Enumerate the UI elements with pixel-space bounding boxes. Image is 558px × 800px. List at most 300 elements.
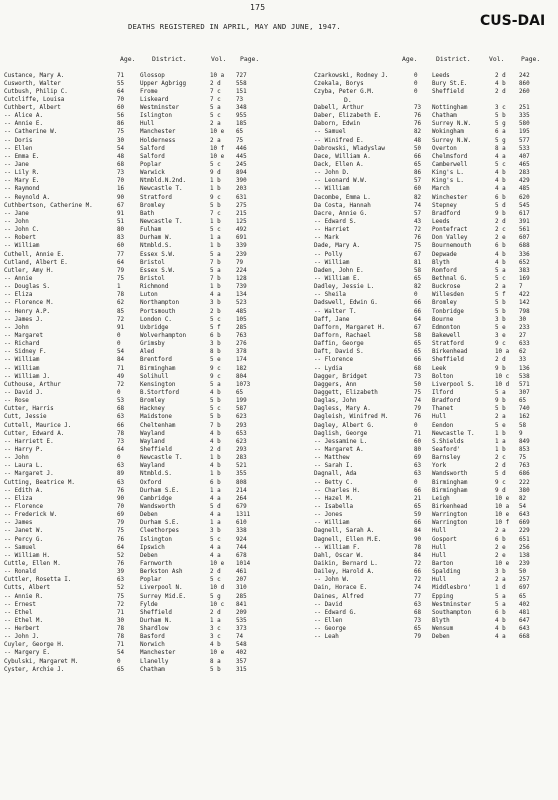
- entry-name: Cuttler, Rosetta I.: [4, 577, 72, 584]
- entry-district: Surrey N.W.: [432, 137, 472, 144]
- entry-name: -- Laura L.: [4, 463, 44, 470]
- entry-name: -- Raymond: [4, 186, 40, 193]
- entry-age: 78: [117, 634, 125, 641]
- entry-age: 80: [117, 227, 125, 234]
- entry-page: 617: [519, 210, 530, 217]
- entry-age: 67: [414, 324, 422, 331]
- entry-name: -- Isabella: [314, 503, 354, 510]
- entry-district: Hull: [432, 544, 447, 551]
- register-entry: [0, 584, 270, 592]
- entry-age: 76: [414, 235, 422, 242]
- entry-age: 76: [414, 113, 422, 120]
- register-entry: [0, 80, 270, 88]
- entry-district: Brentford: [140, 357, 172, 364]
- entry-age: 63: [414, 601, 422, 608]
- entry-volume: 1 b: [210, 455, 221, 462]
- entry-page: 335: [519, 113, 530, 120]
- entry-age: 0: [117, 341, 121, 348]
- entry-page: 136: [519, 365, 530, 372]
- entry-name: -- Janet W.: [4, 528, 44, 535]
- entry-age: 79: [414, 406, 422, 413]
- entry-page: 841: [236, 601, 247, 608]
- entry-age: 91: [117, 324, 125, 331]
- entry-district: Luton: [140, 292, 158, 299]
- entry-volume: 5 b: [495, 300, 506, 307]
- entry-district: Chatham: [432, 113, 457, 120]
- entry-page: 571: [519, 381, 530, 388]
- entry-volume: 4 b: [495, 178, 506, 185]
- entry-volume: 1 a: [495, 438, 506, 445]
- letter-section-heading: [314, 96, 558, 104]
- entry-age: 50: [414, 381, 422, 388]
- entry-page: 492: [236, 227, 247, 234]
- entry-district: Romford: [432, 267, 457, 274]
- left-district-header: District.: [152, 55, 187, 63]
- entry-district: Wayland: [140, 430, 165, 437]
- entry-volume: 2 d: [495, 88, 506, 95]
- register-entry: [0, 666, 270, 674]
- entry-name: -- David J.: [4, 389, 44, 396]
- entry-page: 174: [236, 357, 247, 364]
- entry-age: 54: [117, 650, 125, 657]
- register-entry: [0, 283, 270, 291]
- entry-volume: 3 b: [210, 528, 221, 535]
- entry-page: 545: [519, 202, 530, 209]
- entry-volume: 4 a: [210, 495, 221, 502]
- entry-volume: 9 b: [495, 365, 506, 372]
- entry-district: Gosport: [432, 536, 457, 543]
- entry-age: 39: [117, 569, 125, 576]
- entry-volume: 10 e: [495, 560, 510, 567]
- entry-volume: 2 d: [495, 357, 506, 364]
- register-entry: [314, 137, 558, 145]
- entry-age: 63: [117, 414, 125, 421]
- entry-page: 276: [236, 341, 247, 348]
- entry-name: -- John: [4, 219, 29, 226]
- entry-volume: 5 e: [495, 422, 506, 429]
- entry-name: Dagley, Albert G.: [314, 422, 375, 429]
- entry-name: Cutter, Edward A.: [4, 430, 65, 437]
- register-entry: [0, 454, 270, 462]
- entry-district: Buckrose: [432, 284, 461, 291]
- entry-age: 60: [414, 438, 422, 445]
- entry-name: Cuttle, Ellen M.: [4, 560, 61, 567]
- register-entry: [314, 161, 558, 169]
- entry-age: 75: [117, 129, 125, 136]
- entry-page: 894: [236, 170, 247, 177]
- entry-district: Sheffield: [432, 357, 464, 364]
- entry-name: Cutts, Albert: [4, 585, 51, 592]
- entry-age: 59: [414, 512, 422, 519]
- right-district-header: District.: [436, 55, 471, 63]
- entry-district: Wandsworth: [432, 471, 468, 478]
- entry-page: 849: [519, 438, 530, 445]
- entry-district: Aled: [140, 349, 155, 356]
- entry-page: 27: [519, 333, 527, 339]
- register-entry: [0, 242, 270, 250]
- register-entry: [314, 389, 558, 397]
- entry-volume: 2 d: [210, 446, 221, 453]
- entry-district: Bromley: [140, 398, 165, 405]
- entry-volume: 5 a: [210, 251, 221, 258]
- entry-district: Durham S.E.: [140, 520, 180, 527]
- entry-name: Dagger, Bridget: [314, 373, 368, 380]
- entry-district: Overton: [432, 145, 457, 152]
- register-entry: [314, 633, 558, 641]
- entry-page: 33: [519, 357, 527, 364]
- entry-name: -- Jane: [4, 162, 29, 169]
- entry-age: 75: [117, 593, 125, 600]
- entry-age: 70: [117, 96, 125, 103]
- entry-name: -- Edith A.: [4, 487, 44, 494]
- entry-age: 65: [414, 349, 422, 356]
- entry-name: Dacombe, Emma L.: [314, 194, 371, 201]
- entry-name: -- Ronald: [4, 569, 36, 576]
- entry-page: 348: [236, 105, 247, 112]
- entry-name: Daggers, Ann: [314, 381, 357, 388]
- entry-page: 485: [236, 308, 247, 315]
- register-entry: [0, 185, 270, 193]
- entry-page: 668: [519, 634, 530, 641]
- entry-district: Hull: [432, 577, 447, 584]
- entry-age: 74: [414, 398, 422, 405]
- entry-volume: 10 c: [495, 373, 510, 380]
- entry-volume: 10 e: [495, 495, 510, 502]
- entry-district: Northampton: [140, 300, 180, 307]
- entry-page: 215: [236, 210, 247, 217]
- register-entry: [0, 308, 270, 316]
- entry-name: -- William: [314, 186, 350, 193]
- entry-district: Islington: [140, 113, 172, 120]
- entry-district: Depwade: [432, 251, 457, 258]
- entry-name: Daden, John E.: [314, 267, 364, 274]
- register-entry: [0, 413, 270, 421]
- entry-name: -- William: [314, 259, 350, 266]
- entry-age: 77: [117, 251, 125, 258]
- entry-age: 74: [414, 585, 422, 592]
- entry-name: -- John C.: [4, 227, 40, 234]
- entry-name: -- Florence: [314, 357, 354, 364]
- entry-page: 763: [519, 463, 530, 470]
- entry-page: 378: [236, 349, 247, 356]
- entry-district: London C.: [140, 316, 172, 323]
- entry-district: Pontefract: [432, 227, 468, 234]
- entry-district: Chatham: [140, 666, 165, 673]
- entry-volume: 1 b: [210, 219, 221, 226]
- entry-name: -- Henry A.P.: [4, 308, 51, 315]
- register-entry: [0, 658, 270, 666]
- register-entry: [0, 397, 270, 405]
- entry-volume: 5 a: [495, 267, 506, 274]
- entry-volume: 5 a: [495, 601, 506, 608]
- entry-district: Stepney: [432, 202, 457, 209]
- entry-district: Newcastle T.: [140, 186, 183, 193]
- entry-district: Eendon: [432, 422, 454, 429]
- entry-volume: 2 d: [210, 609, 221, 616]
- entry-age: 84: [117, 357, 125, 364]
- entry-name: -- Leonard W.W.: [314, 178, 368, 185]
- register-entry: [0, 373, 270, 381]
- entry-name: Daffin, George: [314, 341, 364, 348]
- entry-district: Bromley: [140, 202, 165, 209]
- entry-age: 81: [414, 259, 422, 266]
- entry-district: Leeds: [432, 72, 450, 79]
- register-entry: [314, 479, 558, 487]
- entry-volume: 10 c: [210, 601, 225, 608]
- register-entry: [0, 88, 270, 96]
- entry-age: 64: [117, 88, 125, 95]
- entry-page: 65: [236, 129, 244, 136]
- entry-age: 68: [414, 609, 422, 616]
- entry-name: Daft, David S.: [314, 349, 364, 356]
- entry-volume: 1 b: [210, 284, 221, 291]
- entry-district: Thanet: [432, 406, 454, 413]
- register-entry: [314, 365, 558, 373]
- entry-page: 245: [236, 162, 247, 169]
- register-entry: [0, 153, 270, 161]
- entry-page: 315: [236, 666, 247, 673]
- entry-district: Wandsworth: [140, 503, 176, 510]
- entry-name: -- Lydia: [314, 365, 343, 372]
- entry-age: 82: [414, 284, 422, 291]
- entry-district: Blyth: [432, 259, 450, 266]
- entry-page: 485: [519, 186, 530, 193]
- entry-district: Westminster: [432, 601, 472, 608]
- entry-age: 0: [117, 455, 121, 462]
- entry-district: Camberwell: [432, 162, 468, 169]
- entry-page: 62: [519, 349, 527, 356]
- entry-name: Cutland, Albert E.: [4, 259, 68, 266]
- entry-volume: 7 c: [210, 88, 221, 95]
- entry-page: 73: [236, 96, 244, 103]
- page-number: 175: [250, 3, 266, 12]
- register-entry: [0, 316, 270, 324]
- entry-age: 78: [117, 626, 125, 633]
- entry-name: Dabrowski, Wladyslaw: [314, 145, 385, 152]
- left-page-header: Page.: [240, 55, 260, 63]
- entry-page: 679: [236, 503, 247, 510]
- register-entry: [0, 511, 270, 519]
- entry-district: Bath: [140, 210, 155, 217]
- left-vol-header: Vol.: [211, 55, 227, 63]
- register-entry: [314, 324, 558, 332]
- entry-age: 56: [117, 113, 125, 120]
- entry-volume: 2 a: [210, 137, 221, 144]
- entry-district: Portsmouth: [140, 308, 176, 315]
- entry-age: 78: [117, 430, 125, 437]
- entry-name: -- Hazel M.: [314, 495, 354, 502]
- entry-volume: 5 c: [495, 162, 506, 169]
- entry-page: 293: [236, 446, 247, 453]
- entry-name: Daglish, George: [314, 430, 368, 437]
- entry-volume: 4 b: [210, 389, 221, 396]
- entry-page: 620: [519, 194, 530, 201]
- entry-name: Cutbush, Philip C.: [4, 88, 68, 95]
- entry-name: -- Annie: [4, 276, 33, 283]
- entry-page: 242: [519, 72, 530, 79]
- entry-age: 1: [117, 284, 121, 291]
- register-entry: [0, 340, 270, 348]
- entry-district: Willesden: [432, 292, 464, 299]
- entry-name: -- William J.: [4, 373, 51, 380]
- entry-age: 30: [117, 617, 125, 624]
- entry-name: Daines, Alfred: [314, 593, 364, 600]
- entry-age: 73: [117, 170, 125, 177]
- entry-district: Bradford: [432, 210, 461, 217]
- register-entry: [314, 145, 558, 153]
- register-entry: [0, 576, 270, 584]
- entry-volume: 5 c: [210, 577, 221, 584]
- entry-age: 66: [414, 153, 422, 160]
- entry-district: Hull: [432, 528, 447, 535]
- register-entry: [314, 210, 558, 218]
- entry-age: 63: [414, 463, 422, 470]
- entry-district: Don Valley: [432, 235, 468, 242]
- register-entry: [0, 422, 270, 430]
- register-entry: [314, 275, 558, 283]
- entry-name: -- Jessamine L.: [314, 438, 368, 445]
- entry-name: Dagnall, Ada: [314, 471, 357, 478]
- entry-name: -- Catherine W.: [4, 129, 58, 136]
- entry-volume: 9 c: [495, 341, 506, 348]
- entry-district: Warwick: [140, 170, 165, 177]
- left-age-header: Age.: [120, 55, 136, 63]
- entry-page: 275: [236, 202, 247, 209]
- entry-age: 78: [117, 292, 125, 299]
- entry-name: Czyba, Peter G.M.: [314, 88, 375, 95]
- entry-age: 66: [414, 487, 422, 494]
- entry-page: 445: [236, 153, 247, 160]
- entry-district: Sheffield: [432, 88, 464, 95]
- entry-name: Cutting, Beatrice M.: [4, 479, 75, 486]
- entry-name: -- Mark: [314, 235, 339, 242]
- register-entry: [314, 373, 558, 381]
- entry-volume: 9 c: [495, 479, 506, 486]
- entry-district: Southampton: [432, 609, 472, 616]
- entry-volume: 5 c: [495, 276, 506, 283]
- entry-district: Blyth: [432, 617, 450, 624]
- entry-volume: 2 a: [495, 577, 506, 584]
- entry-name: -- William: [4, 365, 40, 372]
- register-entry: [314, 430, 558, 438]
- entry-name: -- Harry P.: [4, 446, 44, 453]
- entry-name: Dafforn, Rachael: [314, 333, 371, 339]
- entry-age: 65: [414, 503, 422, 510]
- entry-district: Islington: [140, 536, 172, 543]
- entry-age: 63: [117, 577, 125, 584]
- entry-volume: 10 e: [210, 129, 225, 136]
- entry-name: Dagnell, Sarah A.: [314, 528, 375, 535]
- entry-page: 214: [236, 487, 247, 494]
- entry-page: 652: [519, 259, 530, 266]
- entry-district: Uxbridge: [140, 324, 169, 331]
- entry-volume: 6 b: [495, 536, 506, 543]
- entry-page: 383: [519, 267, 530, 274]
- entry-age: 66: [414, 300, 422, 307]
- register-entry: [314, 259, 558, 267]
- register-entry: [314, 283, 558, 291]
- entry-page: 1073: [236, 381, 251, 388]
- entry-district: Glossop: [140, 72, 165, 79]
- entry-district: Berkston Ash: [140, 569, 183, 576]
- entry-page: 651: [519, 536, 530, 543]
- entry-volume: 5 e: [210, 357, 221, 364]
- entry-volume: 10 a: [210, 72, 225, 79]
- register-entry: [0, 72, 270, 80]
- entry-volume: 10 e: [210, 650, 225, 657]
- entry-district: Bristol: [140, 276, 165, 283]
- register-entry: [0, 381, 270, 389]
- entry-age: 65: [414, 626, 422, 633]
- entry-district: Essex S.W.: [140, 251, 176, 258]
- register-entry: [314, 194, 558, 202]
- register-entry: [0, 169, 270, 177]
- entry-volume: 5 a: [210, 267, 221, 274]
- register-entry: [0, 275, 270, 283]
- register-entry: [0, 324, 270, 332]
- entry-page: 610: [236, 520, 247, 527]
- entry-page: 739: [236, 284, 247, 291]
- entry-name: Dahl, Oscar W.: [314, 552, 364, 559]
- register-entry: [0, 210, 270, 218]
- entry-page: 521: [236, 463, 247, 470]
- register-entry: [314, 544, 558, 552]
- register-entry: [0, 365, 270, 373]
- entry-age: 90: [117, 495, 125, 502]
- entry-district: Solihull: [140, 373, 169, 380]
- entry-district: Manchester: [140, 650, 176, 657]
- entry-name: -- Margaret: [4, 333, 44, 339]
- entry-age: 68: [117, 406, 125, 413]
- entry-page: 686: [519, 471, 530, 478]
- entry-volume: 4 b: [210, 642, 221, 649]
- entry-page: 162: [519, 414, 530, 421]
- register-entry: [0, 267, 270, 275]
- entry-volume: 9 c: [210, 373, 221, 380]
- entry-volume: 1 b: [210, 178, 221, 185]
- entry-age: 72: [414, 560, 422, 567]
- entry-district: Warrington: [432, 512, 468, 519]
- entry-name: -- Sheila: [314, 292, 346, 299]
- entry-volume: 7 c: [210, 96, 221, 103]
- entry-district: Liskeard: [140, 96, 169, 103]
- entry-district: Warrington: [432, 520, 468, 527]
- entry-volume: 2 a: [495, 284, 506, 291]
- register-entry: [314, 332, 558, 340]
- entry-name: Daglas, John: [314, 398, 357, 405]
- entry-age: 0: [414, 292, 418, 299]
- entry-name: Daikin, Bernard L.: [314, 560, 378, 567]
- entry-volume: 1 a: [210, 617, 221, 624]
- entry-volume: 1 b: [210, 471, 221, 478]
- entry-age: 0: [414, 422, 418, 429]
- entry-age: 78: [414, 544, 422, 551]
- entry-district: Birkenhead: [432, 503, 468, 510]
- entry-volume: 5 a: [210, 381, 221, 388]
- entry-name: Dade, Mary A.: [314, 243, 361, 250]
- entry-page: 30: [519, 316, 527, 323]
- entry-volume: 10 d: [210, 585, 225, 592]
- entry-page: 239: [519, 560, 530, 567]
- entry-page: 260: [519, 88, 530, 95]
- index-stamp: CUS-DAI: [480, 13, 546, 29]
- entry-volume: 1 b: [495, 446, 506, 453]
- entry-name: -- Samuel: [4, 544, 36, 551]
- entry-volume: 2 a: [210, 121, 221, 128]
- entry-district: Barnsley: [432, 455, 461, 462]
- entry-page: 647: [519, 617, 530, 624]
- entry-name: -- William: [314, 520, 350, 527]
